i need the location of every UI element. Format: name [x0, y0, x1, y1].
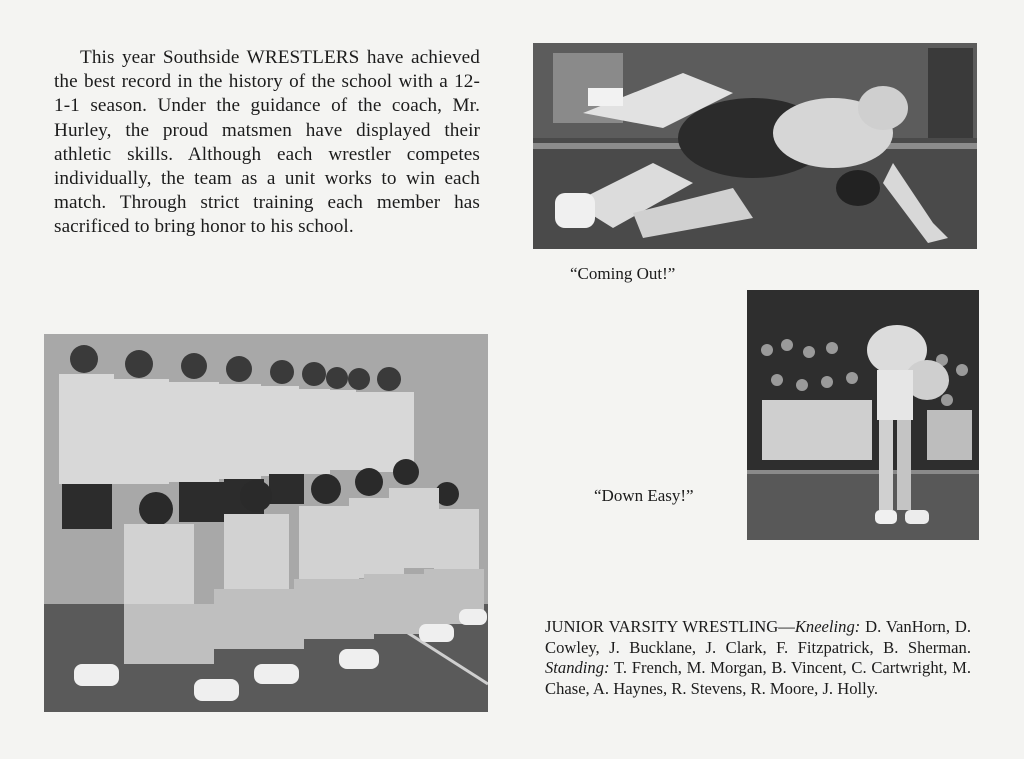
- roster-standing-names: T. French, M. Morgan, B. Vincent, C. Cartwright, M. Chase, A. Haynes, R. Stevens, R. Moore, J. Holly.: [545, 658, 971, 698]
- caption-down-easy: “Down Easy!”: [594, 486, 694, 505]
- roster-kneeling-names: D. VanHorn, D. Cowley, J. Bucklane, J. Clark, F. Fitzpatrick, B. Sherman.: [545, 617, 972, 657]
- caption-coming-out: “Coming Out!”: [570, 264, 676, 283]
- roster-kneeling-label: Kneeling:: [794, 617, 861, 636]
- photo-coming-out: [533, 43, 977, 249]
- roster-title: JUNIOR VARSITY WRESTLING—: [545, 617, 795, 636]
- photo-team: [44, 334, 488, 712]
- photo-down-easy: [747, 290, 979, 540]
- roster-caption: [545, 617, 971, 699]
- intro-paragraph: This year Southside WRESTLERS have achieved the best record in the history of the school with a 12-1-1 season. Under the guidance of the coach, Mr. Hurley, the proud matsmen have displayed their athletic skills. Although each wrestler competes individually, the team as a unit works to win each match. Through strict training each member has sacrificed to bring honor to his school.: [54, 47, 480, 238]
- roster-standing-label: Standing:: [545, 658, 610, 678]
